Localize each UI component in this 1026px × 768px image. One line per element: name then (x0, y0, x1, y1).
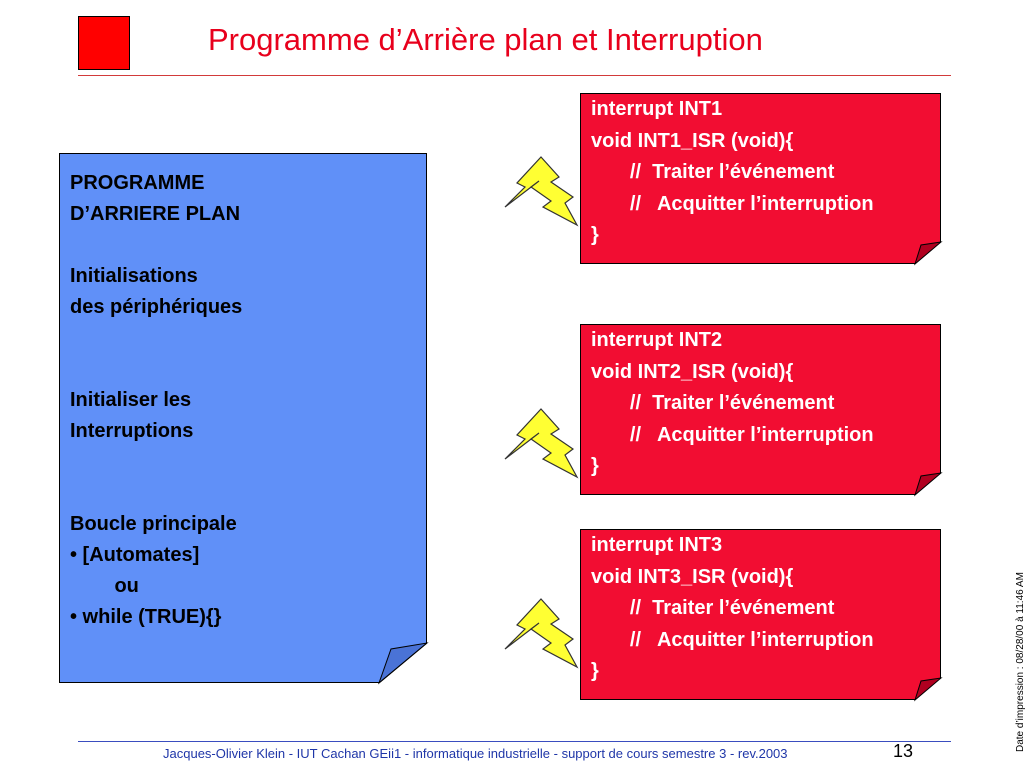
code-line: // Acquitter l’interruption (591, 192, 874, 215)
lightning-bolt-icon (503, 597, 578, 669)
print-date: Date d’impression : 08/28/00 à 11:46 AM (1015, 572, 1026, 752)
background-program-note (59, 153, 427, 683)
code-line: } (591, 660, 599, 682)
note-line (70, 354, 416, 385)
code-line: void INT1_ISR (void){ (591, 129, 794, 152)
note-line (70, 447, 416, 478)
note-line: PROGRAMME (70, 172, 205, 194)
code-line: // Traiter l’événement (591, 161, 835, 183)
note-line: Interruptions (70, 420, 194, 442)
interrupt-note-int1 (580, 93, 941, 264)
note-line: ou (70, 575, 139, 597)
logo-red-square (78, 16, 130, 70)
code-line: // Traiter l’événement (591, 392, 835, 414)
note-line (70, 230, 416, 261)
footer-divider (78, 741, 951, 742)
note-line (70, 323, 416, 354)
code-line: } (591, 455, 599, 477)
note-line: • [Automates] (70, 544, 200, 566)
page-fold-icon (915, 242, 941, 264)
page-fold-icon (915, 678, 941, 700)
page-number: 13 (893, 741, 914, 761)
code-line: // Traiter l’événement (591, 597, 835, 619)
note-line: • while (TRUE){} (70, 606, 222, 628)
interrupt-note-int3 (580, 529, 941, 700)
code-line: interrupt INT2 (591, 329, 723, 351)
code-line: void INT2_ISR (void){ (591, 360, 794, 383)
code-line: interrupt INT3 (591, 534, 723, 556)
code-line: void INT3_ISR (void){ (591, 565, 794, 588)
code-line: interrupt INT1 (591, 98, 723, 120)
code-line: // Acquitter l’interruption (591, 423, 874, 446)
interrupt-note-int2 (580, 324, 941, 495)
note-line: Initialiser les (70, 389, 192, 411)
slide-title: Programme d’Arrière plan et Interruption (208, 22, 763, 57)
page-fold-icon (379, 643, 427, 683)
note-line: D’ARRIERE PLAN (70, 203, 241, 225)
note-line (70, 478, 416, 509)
lightning-bolt-icon (503, 407, 578, 479)
note-line: des périphériques (70, 296, 243, 318)
title-divider (78, 75, 951, 76)
note-line: Boucle principale (70, 513, 237, 535)
page-fold-icon (915, 473, 941, 495)
footer-credits: Jacques-Olivier Klein - IUT Cachan GEii1 - informatique industrielle - support de cours semestre 3 - rev.2003 (163, 746, 788, 761)
note-line: Initialisations (70, 265, 198, 287)
code-line: } (591, 224, 599, 246)
lightning-bolt-icon (503, 155, 578, 227)
code-line: // Acquitter l’interruption (591, 628, 874, 651)
